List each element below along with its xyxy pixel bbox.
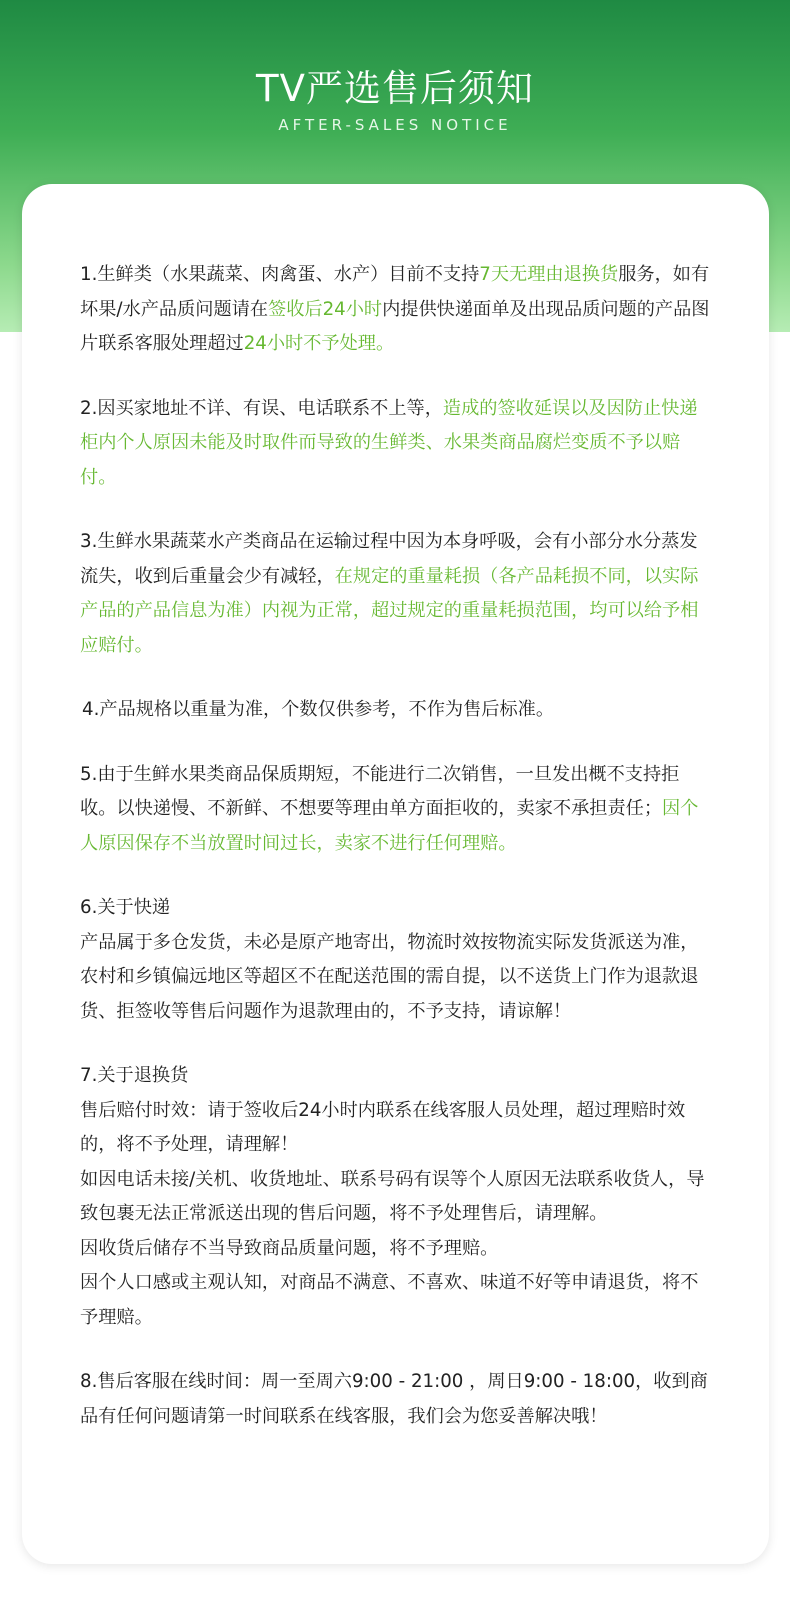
- notice-7-heading: 7.关于退换货: [80, 1065, 189, 1086]
- notice-2-text: 2.因买家地址不详、有误、电话联系不上等，: [80, 397, 443, 419]
- notice-item-5: [80, 758, 715, 862]
- notice-5-highlight: 因个人原因保存不当放置时间过长，卖家不进行任何理赔。: [80, 798, 699, 854]
- notice-1-highlight-c: 24小时不予处理。: [243, 333, 395, 354]
- notice-7-line-4: 因个人口感或主观认知，对商品不满意、不喜欢、味道不好等申请退货，将不予理赔。: [80, 1272, 699, 1328]
- notice-1-text-b: 服务，如有坏果/水产品质问题请在: [80, 264, 710, 320]
- notice-item-2: [80, 392, 715, 496]
- notice-list: [80, 258, 715, 1464]
- notice-item-8: [80, 1365, 715, 1434]
- notice-7-line-2: 如因电话未接/关机、收货地址、联系号码有误等个人原因无法联系收货人，导致包裹无法正常派送出现的售后问题，将不予处理售后，请理解。: [80, 1168, 705, 1224]
- page-title: TV严选售后须知: [256, 67, 534, 110]
- notice-item-3: [80, 525, 715, 663]
- notice-item-1: [80, 258, 715, 362]
- notice-1-text-a: 1.生鲜类（水果蔬菜、肉禽蛋、水产）目前不支持: [80, 264, 480, 285]
- notice-item-7: [80, 1059, 715, 1335]
- notice-4-text: 4.产品规格以重量为准，个数仅供参考，不作为售后标准。: [82, 699, 555, 720]
- page-subtitle: AFTER-SALES NOTICE: [278, 116, 512, 134]
- notice-7-line-3: 因收货后储存不当导致商品质量问题，将不予理赔。: [80, 1237, 499, 1259]
- notice-6-body: 产品属于多仓发货，未必是原产地寄出，物流时效按物流实际发货派送为准，农村和乡镇偏远地区等超区不在配送范围的需自提，以不送货上门作为退款退货、拒签收等售后问题作为退款理由的，不予支持，请谅解！: [80, 931, 699, 1022]
- notice-item-4: [80, 693, 715, 728]
- notice-7-line-1: 售后赔付时效：请于签收后24小时内联系在线客服人员处理，超过理赔时效的，将不予处理，请理解！: [80, 1099, 686, 1155]
- notice-3-text: 3.生鲜水果蔬菜水产类商品在运输过程中因为本身呼吸，会有小部分水分蒸发流失，收到后重量会少有减轻，: [80, 531, 698, 587]
- notice-5-text: 5.由于生鲜水果类商品保质期短，不能进行二次销售，一旦发出概不支持拒收。以快递慢、不新鲜、不想要等理由单方面拒收的，卖家不承担责任；: [80, 763, 680, 819]
- notice-1-highlight-b: 签收后24小时: [268, 298, 383, 320]
- notice-8-text: 8.售后客服在线时间：周一至周六9:00 - 21:00 ，周日9:00 - 18:00，收到商品有任何问题请第一时间联系在线客服，我们会为您妥善解决哦！: [80, 1371, 708, 1427]
- notice-6-heading: 6.关于快递: [80, 897, 171, 918]
- notice-1-highlight-a: 7天无理由退换货: [479, 264, 619, 285]
- notice-3-highlight: 在规定的重量耗损（各产品耗损不同，以实际产品的产品信息为准）内视为正常，超过规定的重量耗损范围，均可以给予相应赔付。: [80, 565, 699, 656]
- notice-item-6: [80, 891, 715, 1029]
- notice-1-text-c: 内提供快递面单及出现品质问题的产品图片联系客服处理超过: [80, 298, 710, 354]
- notice-2-highlight: 造成的签收延误以及因防止快递柜内个人原因未能及时取件而导致的生鲜类、水果类商品腐烂变质不予以赔付。: [80, 397, 698, 488]
